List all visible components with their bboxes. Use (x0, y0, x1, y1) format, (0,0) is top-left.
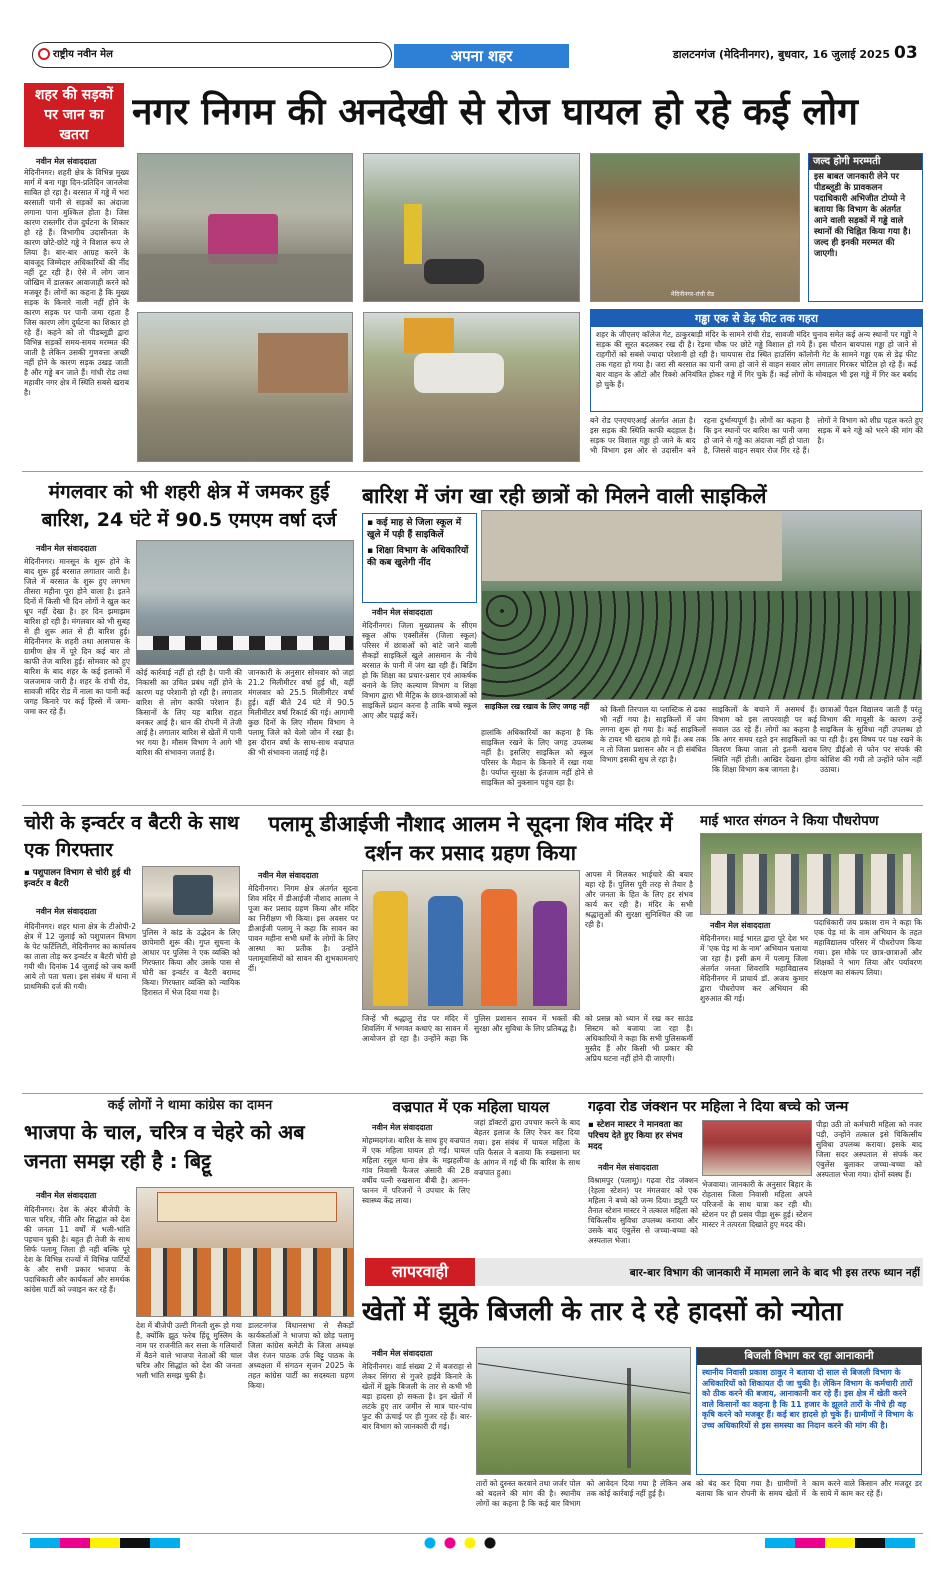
a1-photo-2 (363, 153, 580, 302)
a9-body: विश्रामपुर (पलामू)। गढ़वा रोड जंक्शन (रेहला स्टेशन) पर मंगलवार को एक महिला ने बच्चे को जन्म दिया। ड्यूटी पर तैनात स्टेशन मास्टर ने तत्काल महिला को चिकित्सीय सुविधा उपलब्ध कराया और उसके बाद एंबुलेंस से जच्चा-बच्चा को अस्पताल भेजा। (588, 1176, 698, 1245)
a5-photo (362, 870, 580, 1010)
a3-photo-building (482, 511, 782, 581)
a6-photo (700, 833, 922, 915)
a10-photo-pole (627, 1368, 631, 1468)
logo-icon (38, 48, 50, 60)
a5-col3: जिन्हें भी श्रद्धालु रोड पर मंदिर में शिवलिंग में भगवत कथाएं का सावन में आयोजन हो रहा है। उन्होंने कहा कि पुलिस प्रशासन सावन में भक्तों की सुरक्षा और सुविधा के लिए प्रतिबद्ध है। (362, 1014, 580, 1043)
a2-col3: जानकारी के अनुसार सोमवार को जहां 21.2 मिलीमीटर वर्षा हुई थी, वहीं मंगलवार को 25.5 मिलीमीटर वर्षा हुई। वहीं बीते 24 घंटे में 90.5 मिलीमीटर वर्षा रिकार्ड की गई। आगामी कुछ दिनों के लिए मौसम विभाग ने पलामू जिले को येलो जोन में रखा है। इस दौरान वर्षा के साथ-साथ वज्रपात की भी संभावना जताई गई है। (248, 668, 354, 757)
a9-col3: पीड़ा उठी तो कर्मचारी महिला को नजर पड़ी, उन्होंने तत्काल इसे चिकित्सीय सुविधा उपलब्ध कराया। इसके बाद जिला सदर अस्पताल से संपर्क कर एंबुलेंस बुलाकर जच्चा-बच्चा को अस्पताल भेजा गया। दोनों स्वस्थ हैं। (816, 1120, 922, 1179)
a1-photo-3-label: मेदिनीनगर-रांची रोड (671, 291, 715, 298)
a10-tag: लापरवाही (365, 1258, 475, 1286)
a1-headline: नगर निगम की अनदेखी से रोज घायल हो रहे कई लोग (132, 90, 858, 133)
a5-col2: आपस में मिलकर भाईचारे की बयार बहा रहे हैं। पुलिस पूरी तरह से तैयार है और जनता के हित के लिए हर संभव कार्य कर रही है। मंदिर के सभी श्रद्धालुओं की सुरक्षा सुनिश्चित की जा रही है। (585, 870, 693, 929)
a2-byline: नवीन मेल संवाददाता (36, 544, 97, 553)
a8-byline: नवीन मेल संवाददाता (372, 1123, 433, 1132)
a2-col2: कोई कार्रवाई नहीं हो रही है। पानी की निकासी का उचित प्रबंध नहीं होने के कारण यह परेशानी हो रही है। लगातार बारिश से लोग काफी परेशान हैं। किसानों के लिए यह बारिश राहत बनकर आई है। धान की रोपनी में तेजी आई है। लगातार बारिश से खेतों में पानी भर गया है। मौसम विभाग ने आगे भी बारिश की संभावना जताई है। (136, 668, 242, 757)
a7-photo-banner (157, 1192, 337, 1222)
a1-box (590, 309, 923, 412)
a1-sidebar (808, 153, 923, 302)
a6-body: मेदिनीनगर। माई भारत द्वारा पूरे देश भर में 'एक पेड़ मां के नाम' अभियान चलाया जा रहा है। इसी क्रम में पलामू जिला अंतर्गत जनता शिवरात्रि महाविद्यालय मेदिनीनगर में प्राचार्य डॉ. अजय कुमार द्वारा पौधरोपण कर अभियान की शुरुआत की गई। (700, 934, 808, 1003)
a1-box-text: शहर के जीएलए कॉलेज गेट, ठाकुरबाड़ी मंदिर के सामने रांची रोड, सावजी मंदिर चुनाव समेत कई अन्य स्थानों पर गड्ढों ने सड़क की सूरत बदलकर रख दी है। रेड़मा चौक पर छोटे गड्ढे विशाल हो गये हैं। इस चौरान बायपास गड्ढा हो जाने से राहगीरों को सबसे ज्यादा परेशानी हो रही है। चायपास रोड स्थित हाउसिंग कॉलोनी गेट के सामने गड्ढा एक से डेढ़ फीट तक गहरा हो गया है। जरा सी बरसात का पानी जमा हो जाने से वाहन सवार लोग लगातार गिरकर चोटिल हो रहे हैं। कई बार वाहन के ऑटो और रिक्शे अनियंत्रित होकर गड्ढे में गिर चुके हैं। कई लोगों के मोबाइल भी इस गड्ढे में गिर कर बर्बाद हो चुके हैं। (596, 330, 917, 389)
a1-continued: बने रोड एनएचएआई अंतर्गत आता है। इस सड़क की स्थिति काफी बदहाल है। सड़क पर विशाल गड्ढा हो जाने के बाद भी विभाग इस ओर से उदासीन बने रहना दुर्भाग्यपूर्ण है। लोगों का कहना है कि इन स्थानों पर बारिश का पानी जमा हो जाने से गड्ढे का अंदाजा नहीं हो पाता है, जिससे वाहन सवार रोज गिर रहे हैं। लोगों ने विभाग को शीघ्र पहल करते हुए सड़क में बने गड्ढे को भरने की मांग की है। (590, 416, 923, 455)
section-label: अपना शहर (394, 44, 569, 68)
a1-body: मेदिनीनगर। शहरी क्षेत्र के विभिन्न मुख्य मार्ग में बना गड्ढा दिन-प्रतिदिन जानलेवा साबित हो रहा है। बरसात में गड्ढे में भरा बरसाती पानी से सड़कों का अंदाजा लगाना पाना मुश्किल होता है। जिस कारण रास्तगीर रोज दुर्घटना के शिकार हो रहे हैं। विभागीय उदासीनता के कारण छोटे-छोटे गड्ढे ने विशाल रूप ले लिया है। बार-बार आग्रह करने के बावजूद जिम्मेदार अधिकारियों की नींद नहीं टूट रही है। ऐसे में लोग जान जोखिम में डालकर आवाजाही करने को मजबूर हैं। लोगों का कहना है कि मुख्य सड़क के किनारे नाली नहीं होने के कारण सड़क पर पानी जमा रहता है जिस कारण लोग दुर्घटना का शिकार हो रहे हैं। कहने को तो पीडब्लूडी द्वारा विभिन्न सड़कों समय-समय मरम्मत की जाती है लेकिन उसकी गुणवत्ता अच्छी नहीं होने के कारण सड़क उखड़ जाती है और गड्ढे बन जाते हैं। गांधी रोड तथा महावीर नगर क्षेत्र में स्थिति सबसे खराब है। (24, 168, 129, 397)
a10-photo-wire (478, 1363, 691, 1394)
a5-body: मेदिनीनगर। निगम क्षेत्र अंतर्गत सूदना शिव मंदिर में डीआईजी नौशाद आलम ने पूजा कर प्रसाद ग्रहण किया और मंदिर का निरीक्षण भी किया। इस अवसर पर डीआईजी पलामू ने कहा कि सावन का पावन महीना सभी धर्मों के लोगों के लिए आस्था का प्रतीक है। उन्होंने पलामूवासियों को सावन की शुभकामनाएं दीं। (248, 884, 358, 973)
a3-photo (481, 510, 922, 700)
a3-col4: साइकिलों के बचाने में असमर्थ हैं। विभाग को इस लापरवाही पर कई सवाल उठ रहे हैं। लोगों का कहना है कि अगर समय रहते इन साइकिलों का वितरण किया जाता तो इतनी खराब स्थिति नहीं होती। आखिर देखना होगा कि शिक्षा विभाग कब जागता है। (712, 705, 817, 774)
a10-strap: बार-बार विभाग की जानकारी में मामला लाने के बाद भी इस तरफ ध्यान नहीं (629, 1267, 920, 1279)
a1-photo-2-bike (424, 259, 484, 284)
a3-col5: छात्राओं पैदल विद्यालय जाती हैं परंतु विभाग की मायूसी के कारण उन्हें साइकिल के सुविधा नहीं उपलब्ध हो पा रही है। इस विषय पर पक्ष रखने के लिए डीईओ से फोन पर संपर्क की कोशिश की गयी तो उन्होंने फोन नहीं उठाया। (820, 705, 922, 774)
a9-photo (702, 1120, 812, 1176)
a8-headline: वज्रपात में एक महिला घायल (392, 1098, 550, 1116)
a8-body: मोहम्मदगंज। बारिश के साथ हुए वज्रपात में एक महिला घायल हो गईं। घायल महिला रसूल थाना क्षेत्र के मझहलीया गांव निवासी फैजल अंसारी की 28 वर्षीय पत्नी रुखसाना बीबी है। आनन-फानन में परिजनों ने उपचार के लिए स्वास्थ्य केंद्र लाया। (362, 1136, 470, 1205)
a10-box-text: स्थानीय निवासी प्रकाश ठाकुर ने बताया दो साल से बिजली विभाग के अधिकारियों को शिकायत दी जा चुकी है। लेकिन विभाग के कर्मचारी तारों को ठीक करने की बजाय, आनाकानी कर रहे हैं। इस क्षेत्र में खेती करने वाले किसानों का कहना है कि 11 हजार के झूलते तारों के नीचे ही वह कृषि करने को मजबूर हैं। कई बार हादसे हो चुके हैं। ग्रामीणों ने विभाग के उच्च अधिकारियों से इस समस्या का निदान करने की मांग की है। (702, 1368, 914, 1430)
a7-photo (136, 1187, 354, 1317)
a10-body: मेदिनीनगर। वार्ड संख्या 2 में बजराहा से लेकर सिंगरा से गुजरे हाईवे किनारे के खेतों में झुके बिजली के तार से कभी भी बड़ा हादसा हो सकता है। इन खेतों में लटके हुए तार जमीन से मात्र चार-पांच फुट की ऊंचाई पर ही गुजर रहे हैं। बार-बार विभाग को जानकारी दी गई। (362, 1362, 472, 1431)
a1-box-title: गड्ढा एक से डेढ़ फीट तक गहरा (591, 310, 922, 327)
registration-marks-left (30, 1538, 180, 1548)
a1-photo-5-car (414, 353, 504, 393)
a3-headline: बारिश में जंग खा रही छात्रों को मिलने वाली साइकिलें (362, 484, 767, 508)
a4-photo-inverter (173, 875, 213, 915)
a7-byline: नवीन मेल संवाददाता (36, 1191, 97, 1200)
a2-body: मेदिनीनगर। मानसून के शुरू होने के बाद शुरू हुई बरसात लगातार जारी है। जिले में बरसात के शुरू हुए लगभग तीसरा महीना पूरा होने वाला है। इतने दिनों में किसी भी दिन लोगों ने खुल कर धूप नहीं देखा है। हर दिन झमाझम बारिश हो रही है। मंगलवार को भी सुबह से ही शुरू आत से ही बारिश हुई। मेदिनीनगर के शहरी तथा आसपास के ग्रामीण क्षेत्र में पूरे दिन कई बार तो काफी तेज बारिश हुई। सोमवार को हुए बारिश के बाद शहर के कई इलाकों में जलजमाव जारी है। शहर के रांची रोड, सावजी मंदिर रोड में नाला का पानी कई जगह किनारे पर कई हिस्से में जमा-जमा कर रहे हैं। (24, 557, 130, 716)
dateline: डालटनगंज (मेदिनीनगर), बुधवार, 16 जुलाई 2025 (672, 48, 890, 61)
a7-col2: देश में बीजेपी उल्टी गिनती शुरू हो गया है, क्योंकि झूठ फरेब हिंदू मुस्लिम के नाम पर राजनीति कर सत्ता के गलियारों में बैठने वाले भाजपा नेताओं की चाल चरित्र और सिद्धांत को देश की जनता भली भांति समझ चुकी है। (136, 1321, 242, 1380)
a10-box-title: बिजली विभाग कर रहा आनाकानी (697, 1348, 921, 1365)
a3-body: मेदिनीनगर। जिला मुख्यालय के सीएम स्कूल ऑफ एक्सीलेंस (जिला स्कूल) परिसर में छात्राओं को बांटे जाने वाली सैकड़ों साइकिलें खुले आसमान के नीचे बरसात के पानी में जंग खा रही हैं। बिडिंग हो कि शिक्षा का प्रचार-प्रसार एवं आकर्षक बनाने के लिए कल्याण विभाग व शिक्षा विभाग द्वारा भी मैट्रिक के छात्र-छात्राओं को साइकिलें प्रदान करना है ताकि बच्चे स्कूल आए और पढ़ाई करें। (362, 621, 477, 720)
a1-byline: नवीन मेल संवाददाता (36, 157, 97, 166)
a3-col3: को किसी तिरपाल या प्लास्टिक से ढका भी नहीं गया है। साइकिलों में जंग लगना शुरू हो गया है। कई साइकिलों के टायर भी खराब हो गये हैं। अब तक न तो जिला प्रशासन और न ही संबंधित विभाग इसकी सुध ले रहा है। (600, 705, 706, 764)
a6-col2: पदाधिकारी जय प्रकाश राम ने कहा कि एक पेड़ मां के नाम अभियान के तहत महाविद्यालय परिसर में पौधरोपण किया गया। इस मौके पर छात्र-छात्राओं और शिक्षकों ने भाग लिया और पर्यावरण संरक्षण का संकल्प लिया। (814, 918, 922, 977)
a4-bullet: ▪ पशुपालन विभाग से चोरी हुई थी इन्वर्टर व बैटरी (24, 868, 131, 889)
a7-col3: डालटनगंज विधानसभा से सैकड़ों कार्यकर्ताओं ने भाजपा को छोड़ पलामू जिला कांग्रेस कमेटी के जिला अध्यक्ष जैश रंजन पाठक उर्फ बिट्टू पाठक के अध्यक्षता में संगठन सृजन 2025 के तहत कांग्रेस पार्टी का सदस्यता ग्रहण किया। (248, 1321, 354, 1390)
registration-marks-center (420, 1536, 500, 1550)
a4-col2: पुलिस ने कांड के उद्भेदन के लिए छापेमारी शुरू की। गुप्त सूचना के आधार पर पुलिस ने एक व्यक्ति को गिरफ्तार किया और उसके पास से चोरी का इन्वर्टर व बैटरी बरामद किया। गिरफ्तार व्यक्ति को न्यायिक हिरासत में भेज दिया गया है। (142, 928, 240, 997)
a5-photo-person-4 (533, 901, 567, 1006)
a7-headline: भाजपा के चाल, चरित्र व चेहरे को अब जनता समझ रही है : बिट्टू (24, 1120, 305, 1173)
a1-photo-3 (590, 153, 800, 302)
divider (22, 471, 923, 472)
divider (22, 805, 923, 806)
a3-col2: हालांकि अधिकारियों का कहना है कि साइकिल रखने के लिए जगह उपलब्ध नहीं है। इसलिए साइकिल को स्कूल परिसर के मैदान के किनारे में रखा गया है। पर्याप्त सुरक्षा के इंतजाम नहीं होने से साइकिल को नुकसान पहुंच रहा है। (481, 728, 593, 787)
a8-col2: जहां डॉक्टरों द्वारा उपचार करने के बाद बेहतर इलाज के लिए रेफर कर दिया गया। इस संबंध में घायल महिला के पति फैसल ने बताया कि रुखसाना घर के आंगन में गई थी कि बारिश के साथ वज्रपात हुआ। (474, 1118, 580, 1177)
a2-photo-barrier (137, 636, 354, 650)
a4-byline: नवीन मेल संवाददाता (36, 907, 97, 916)
a9-headline: गढ़वा रोड जंक्शन पर महिला ने दिया बच्चे को जन्म (588, 1099, 849, 1115)
a9-byline: नवीन मेल संवाददाता (598, 1163, 659, 1172)
a1-photo-5-shop (404, 318, 454, 353)
a5-headline: पलामू डीआईजी नौशाद आलम ने सूदना शिव मंदिर में दर्शन कर प्रसाद ग्रहण किया (268, 812, 673, 865)
a9-col2: भेजवाया। जानकारी के अनुसार बिहार के रोहतास जिला निवासी महिला अपने परिजनों के साथ यात्रा कर रही थी। स्टेशन पर ही प्रसव पीड़ा शुरू हुई। स्टेशन मास्टर ने तत्परता दिखाते हुए मदद की। (702, 1180, 812, 1229)
a1-photo-1-water (138, 254, 353, 302)
footer-rule (22, 1533, 923, 1534)
a4-body: मेदिनीनगर। शहर थाना क्षेत्र के टीओपी-2 क्षेत्र में 12 जुलाई को पशुपालन विभाग के पेट फर्टिलिटी, मेदिनीनगर का कार्यालय का ताला तोड़ कर इन्वर्टर व बैटरी चोरी हो गयी थी। दिनांक 14 जुलाई को जब कर्मी आये तो पता चला। इस संबंध में थाना में प्राथमिकी दर्ज की गयी। (24, 922, 136, 991)
registration-marks-right (765, 1538, 915, 1548)
a2-photo (136, 540, 354, 665)
a6-photo-people (711, 854, 911, 914)
a3-byline: नवीन मेल संवाददाता (372, 608, 433, 617)
a10-col2: तारों को दुरुस्त करवाने तथा जर्जर पोल को बदलने की मांग की है। स्थानीय लोगों का कहना है कि कई बार विभाग को आवेदन दिया गया है लेकिन अब तक कोई कार्रवाई नहीं हुई है। (476, 1479, 691, 1508)
page-number: 03 (894, 43, 918, 63)
a1-photo-4-building (258, 333, 348, 393)
masthead (22, 40, 922, 70)
a1-photo-2-person (404, 204, 422, 264)
a10-col3: को बंद कर दिया गया है। ग्रामीणों ने बताया कि धान रोपनी के समय खेतों में काम करने वाले किसान और मजदूर डर के साये में काम कर रहे हैं। (696, 1479, 922, 1498)
a9-bullet: ▪ स्टेशन मास्टर ने मानवता का परिचय देते हुए किया हर संभव मदद (588, 1120, 683, 1152)
a5-photo-person-1 (373, 891, 408, 1006)
a7-body: मेदिनीनगर। देश के अंदर बीजेपी के चाल चरित्र, नीति और सिद्धांत को देश की जनता 11 वर्षों में भली-भांति पहचान चुकी है। बहुत ही तेजी के साथ सिर्फ पलामू जिला ही नहीं बल्कि पूरे देश के विभिन्न राज्यों में विभिन्न पार्टियों के और सभी प्रकार भाजपा के पदाधिकारी और कार्यकर्ता और समर्थक कांग्रेस पार्टी को ज्वाइन कर रहे हैं। (24, 1205, 130, 1294)
a3-bullet-1: ▪ कई माह से जिला स्कूल में खुले में पड़ी हैं साइकिलें (367, 518, 462, 540)
a7-kicker: कई लोगों ने थामा कांग्रेस का दामन (107, 1098, 273, 1113)
a10-byline: नवीन मेल संवाददाता (372, 1349, 433, 1358)
divider (22, 1093, 923, 1094)
a7-photo-crowd (137, 1248, 354, 1317)
a4-photo (142, 866, 240, 924)
a5-col4: को प्रसन्न को ध्यान में रख कर साउंड सिस्टम को बजाया जा रहा है। अधिकारियों ने कहा कि सभी पुलिसकर्मी मुस्तैद हैं और किसी भी प्रकार की अप्रिय घटना नहीं होने दी जाएगी। (585, 1014, 693, 1063)
a1-sidebar-title: जल्द होगी मरम्मती (809, 154, 922, 170)
logo: राष्ट्रीय नवीन मेल (38, 46, 148, 64)
a1-sidebar-text: इस बाबत जानकारी लेने पर पीडब्लूडी के प्रावकलन पदाधिकारी अभिजीत टोप्पो ने बताया कि विभाग के अंतर्गत आने वाली सड़कों में गड्ढे वाले स्थानों की चिह्नित किया गया है। जल्द ही इनकी मरम्मत की जाएगी। (814, 172, 911, 259)
a1-tag: शहर की सड़कों पर जान का खतरा (24, 83, 124, 147)
a10-headline: खेतों में झुके बिजली के तार दे रहे हादसों को न्योता (362, 1297, 843, 1327)
a3-bullet-2: ▪ शिक्षा विभाग के अधिकारियों की कब खुलेगी नींद (367, 546, 469, 568)
a10-box (696, 1347, 922, 1475)
a6-byline: नवीन मेल संवाददाता (710, 921, 771, 930)
a3-bullets (362, 513, 477, 603)
a1-photo-1 (137, 153, 353, 302)
a6-headline: माई भारत संगठन ने किया पौधरोपण (700, 813, 879, 829)
a4-headline: चोरी के इन्वर्टर व बैटरी के साथ एक गिरफ्तार (24, 812, 240, 861)
a5-photo-person-3 (481, 889, 517, 1006)
a1-photo-5 (363, 312, 580, 462)
a3-caption: साइकिल रख रखाव के लिए जगह नहीं (484, 702, 590, 711)
a2-headline: मंगलवार को भी शहरी क्षेत्र में जमकर हुई बारिश, 24 घंटे में 90.5 एमएम वर्षा दर्ज (41, 481, 337, 531)
a10-photo (476, 1347, 691, 1475)
a5-photo-person-2 (428, 896, 463, 1006)
a1-photo-4 (137, 312, 353, 462)
a5-byline: नवीन मेल संवाददाता (258, 871, 319, 880)
a3-photo-cycles (482, 591, 922, 700)
